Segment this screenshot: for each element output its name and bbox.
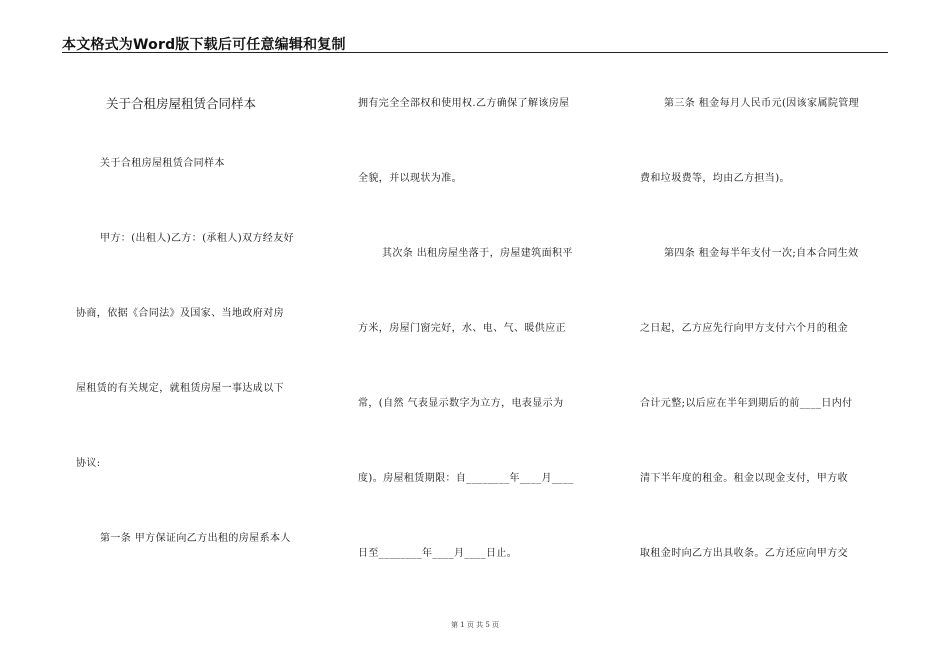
text-line: 第四条 租金每半年支付一次;自本合同生效: [664, 248, 859, 259]
text-line: 屋租赁的有关规定，就租赁房屋一事达成以下: [76, 383, 284, 394]
text-line: 协商，依据《合同法》及国家、当地政府对房: [76, 308, 284, 319]
header-divider: [62, 52, 888, 53]
text-line: 全貌，并以现状为准。: [358, 173, 462, 184]
header-title: 本文格式为Word版下载后可任意编辑和复制: [62, 37, 346, 53]
text-line: 之日起，乙方应先行向甲方支付六个月的租金: [640, 323, 848, 334]
text-line: 协议:: [76, 458, 101, 469]
text-line: 清下半年度的租金。租金以现金支付，甲方收: [640, 473, 848, 484]
text-line: 合计元整;以后应在半年到期后的前____日内付: [640, 398, 853, 409]
text-line: 常，(自然 气表显示数字为立方，电表显示为: [358, 398, 564, 409]
page-number: 第 1 页 共 5 页: [450, 621, 500, 629]
text-column-2: [356, 70, 616, 610]
text-line: 度)。房屋租赁期限：自________年____月____: [358, 473, 574, 484]
text-line: 其次条 出租房屋坐落于，房屋建筑面积平: [382, 248, 573, 259]
text-line: 关于合租房屋租赁合同样本: [100, 158, 225, 169]
text-line: 甲方：(出租人)乙方：(承租人)双方经友好: [100, 233, 295, 244]
text-column-3: [638, 70, 898, 610]
text-line: 拥有完全全部权和使用权.乙方确保了解该房屋: [358, 98, 570, 109]
text-line: 第三条 租金每月人民币元(因该家属院管理: [664, 98, 860, 109]
document-heading: 关于合租房屋租赁合同样本: [106, 96, 257, 111]
text-line: 费和垃圾费等，均由乙方担当)。: [640, 173, 790, 184]
text-column-1: [62, 70, 322, 610]
text-line: 方米，房屋门窗完好，水、电、气、暖供应正: [358, 323, 566, 334]
text-line: 日至________年____月____日止。: [358, 548, 518, 559]
text-line: 第一条 甲方保证向乙方出租的房屋系本人: [100, 533, 291, 544]
text-line: 取租金时向乙方出具收条。乙方还应向甲方交: [640, 548, 848, 559]
